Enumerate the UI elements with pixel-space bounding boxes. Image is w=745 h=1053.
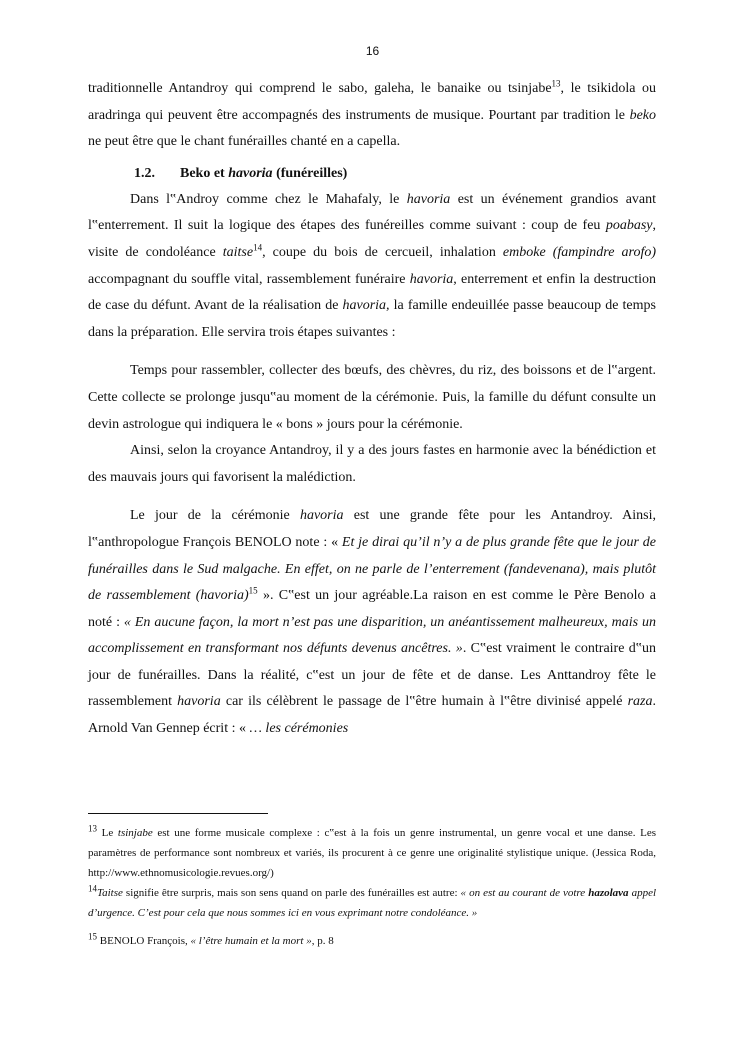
paragraph-croyance: Ainsi, selon la croyance Antandroy, il y a des jours fastes en harmonie avec la bénédiction et des mauvais jours qui favorisent la malédiction. xyxy=(88,443,656,485)
paragraph-intro: traditionnelle Antandroy qui comprend le sabo, galeha, le banaike ou tsinjabe$^{13}$, le tsikidola ou aradringa qui peuvent être accompagnés des instruments de musique. Pourtant par tradition le beko ne peut être que le chant funérailles chanté en a capella. xyxy=(88,78,657,150)
footnote-separator xyxy=(88,813,268,814)
footnote-15: $^{15}$ BENOLO François, « l’être humain et la mort », p. 8 xyxy=(88,931,334,947)
paragraph-havoria-steps: Dans l‟Androy comme chez le Mahafaly, le havoria est un événement grandios avant l‟enterrement. Il suit la logique des étapes des funéreilles comme suivant : coup de feu poabasy, visite de condoléance taitse$^{14}$, coupe du bois de cercueil, inhalation emboke (fampindre arofo) accompagnant du souffle vital, rassemblement funéraire havoria, enterrement et enfin la destruction de case du défunt. Avant de la réalisation de havoria, la famille endeuillée passe beaucoup de temps dans la préparation. Elle servira trois étapes suivantes : xyxy=(88,191,657,340)
footnote-ref-14[interactable]: 14 xyxy=(253,242,263,253)
footnote-number-13: 13 xyxy=(88,823,97,834)
footnote-number-14: 14 xyxy=(88,883,97,894)
footnote-14: $^{14}$Taitse signifie être surpris, mais son sens quand on parle des funérailles est autre: « on est au courant de votre hazolava appel d’urgence. C’est pour cela que nous sommes ici en vous exprimant notre condoléance. » xyxy=(88,883,657,919)
paragraph-collecte: Temps pour rassembler, collecter des bœufs, des chèvres, du riz, des boissons et de l‟argent. Cette collecte se prolonge jusqu‟au moment de la cérémonie. Puis, la famille du défunt consulte un devin astrologue qui indiquera le « bons » jours pour la cérémonie. xyxy=(88,363,656,432)
section-number: 1.2. xyxy=(134,165,155,181)
footnotes xyxy=(88,823,656,951)
footnote-ref-13[interactable]: 13 xyxy=(551,78,561,89)
footnote-ref-15[interactable]: 15 xyxy=(248,585,258,596)
body-text xyxy=(88,76,656,743)
footnote-13: $^{13}$ Le tsinjabe est une forme musicale complexe : c‟est à la fois un genre instrumental, un genre vocal et une danse. Les paramètres de performance sont nombreux et variés, ils procurent à ce genre une originalité stylistique unique. (Jessica Roda, http://www.ethnomusicologie.revues.org/) xyxy=(88,823,657,879)
page-number: 16 xyxy=(365,44,380,58)
paragraph-ceremonie: Le jour de la cérémonie havoria est une grande fête pour les Antandroy. Ainsi, l‟anthropologue François BENOLO note : « Et je dirai qu’il n’y a de plus grande fête que le jour de funérailles dans le Sud malgache. En effet, on ne parle de l’enterrement (fandevenana), mais plutôt de rassemblement (havoria)$^{15}$ ». C‟est un jour agréable.La raison en est comme le Père Benolo a noté : « En aucune façon, la mort n’est pas une disparition, un anéantissement malheureux, mais un accomplissement en transformant nos défunts devenus ancêtres. ». C‟est vraiment le contraire d‟un jour de funérailles. Dans la réalité, c‟est un jour de fête et de danse. Les Anttandroy fête le rassemblement havoria car ils célèbrent le passage de l‟être humain à l‟être divinisé appelé raza. Arnold Van Gennep écrit : « … les cérémonies xyxy=(88,508,657,737)
section-heading: 1.2. Beko et havoria (funéreilles) xyxy=(88,163,656,185)
footnote-number-15: 15 xyxy=(88,931,97,942)
